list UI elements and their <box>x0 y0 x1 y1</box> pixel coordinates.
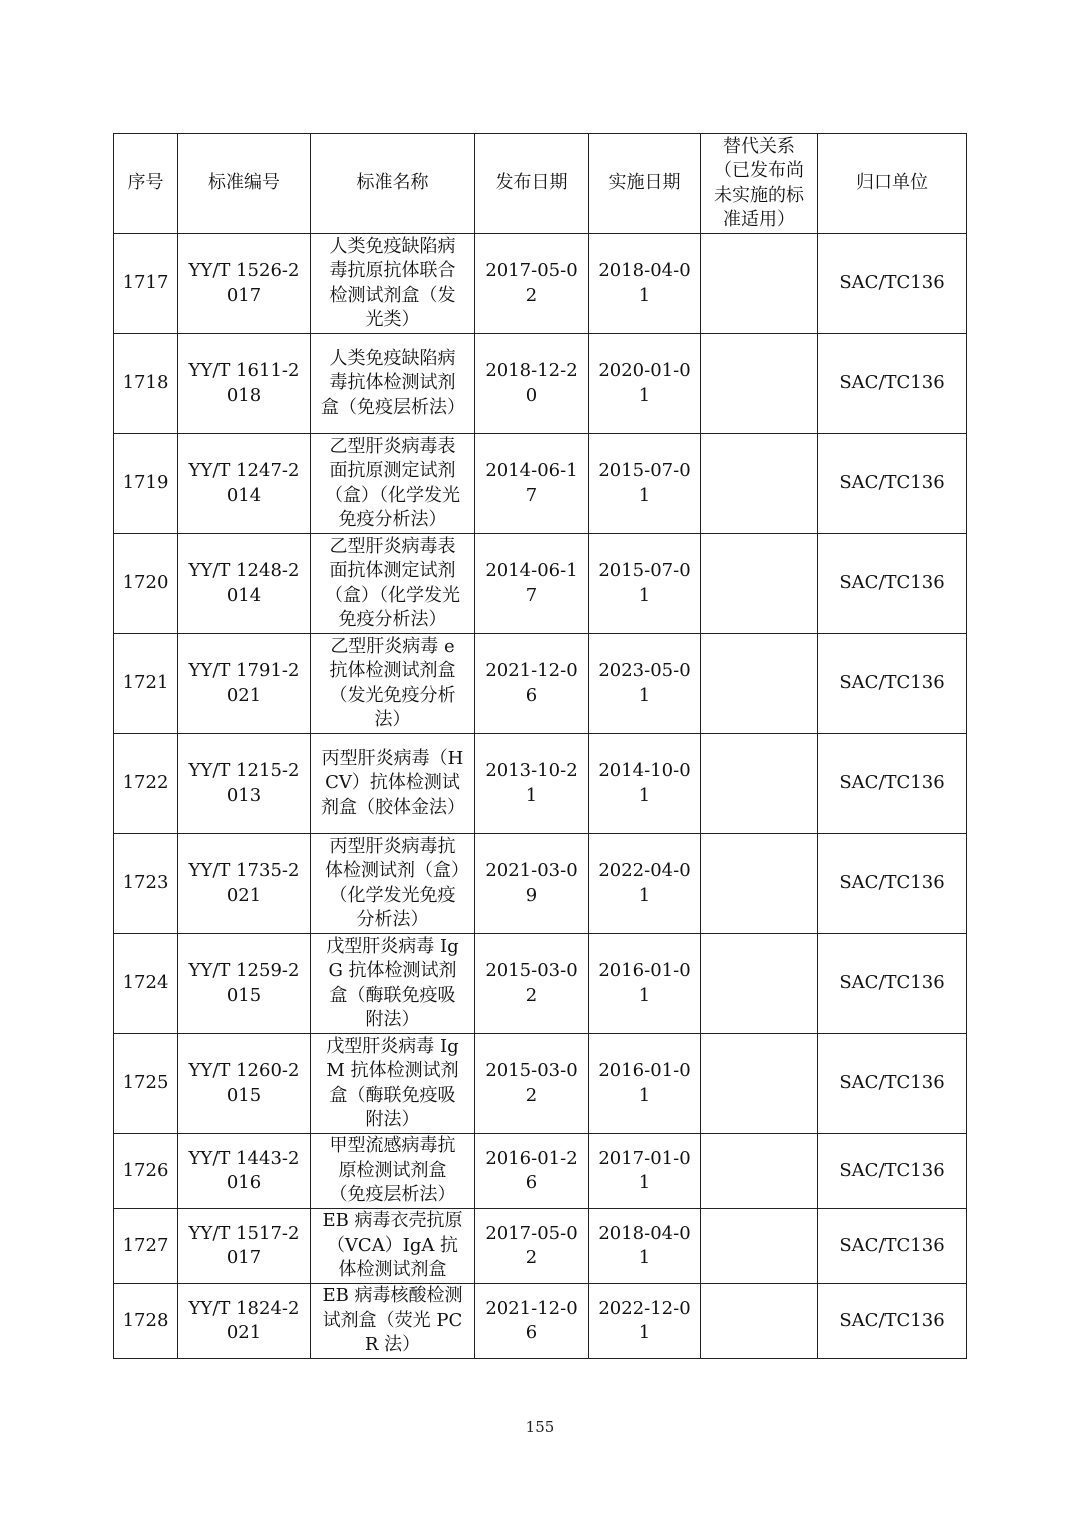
cell-effective-date: 2016-01-01 <box>589 934 701 1034</box>
cell-seq: 1719 <box>114 434 178 534</box>
cell-publish-date: 2014-06-17 <box>475 434 589 534</box>
cell-code: YY/T 1824-2021 <box>178 1284 311 1359</box>
cell-replacement <box>701 634 818 734</box>
cell-name: 乙型肝炎病毒 e 抗体检测试剂盒（发光免疫分析法） <box>311 634 475 734</box>
cell-seq: 1718 <box>114 334 178 434</box>
cell-unit: SAC/TC136 <box>818 734 967 834</box>
cell-seq: 1717 <box>114 234 178 334</box>
cell-publish-date: 2014-06-17 <box>475 534 589 634</box>
cell-code: YY/T 1735-2021 <box>178 834 311 934</box>
cell-effective-date: 2022-12-01 <box>589 1284 701 1359</box>
cell-seq: 1728 <box>114 1284 178 1359</box>
cell-effective-date: 2015-07-01 <box>589 534 701 634</box>
header-replacement: 替代关系（已发布尚未实施的标准适用） <box>701 134 818 234</box>
table-row <box>114 1034 967 1134</box>
cell-replacement <box>701 1134 818 1209</box>
cell-seq: 1720 <box>114 534 178 634</box>
cell-name: 丙型肝炎病毒抗体检测试剂（盒）（化学发光免疫分析法） <box>311 834 475 934</box>
cell-publish-date: 2021-12-06 <box>475 1284 589 1359</box>
cell-publish-date: 2015-03-02 <box>475 934 589 1034</box>
cell-publish-date: 2015-03-02 <box>475 1034 589 1134</box>
cell-unit: SAC/TC136 <box>818 1034 967 1134</box>
cell-unit: SAC/TC136 <box>818 534 967 634</box>
cell-seq: 1723 <box>114 834 178 934</box>
cell-replacement <box>701 1284 818 1359</box>
table-row <box>114 534 967 634</box>
cell-effective-date: 2017-01-01 <box>589 1134 701 1209</box>
cell-effective-date: 2018-04-01 <box>589 1209 701 1284</box>
cell-code: YY/T 1260-2015 <box>178 1034 311 1134</box>
table-row <box>114 634 967 734</box>
cell-seq: 1725 <box>114 1034 178 1134</box>
cell-code: YY/T 1526-2017 <box>178 234 311 334</box>
cell-replacement <box>701 534 818 634</box>
cell-code: YY/T 1443-2016 <box>178 1134 311 1209</box>
cell-effective-date: 2020-01-01 <box>589 334 701 434</box>
standards-table <box>113 133 967 1359</box>
table-row <box>114 734 967 834</box>
cell-seq: 1724 <box>114 934 178 1034</box>
cell-publish-date: 2013-10-21 <box>475 734 589 834</box>
cell-name: 戊型肝炎病毒 IgG 抗体检测试剂盒（酶联免疫吸附法） <box>311 934 475 1034</box>
cell-publish-date: 2018-12-20 <box>475 334 589 434</box>
cell-replacement <box>701 434 818 534</box>
cell-effective-date: 2023-05-01 <box>589 634 701 734</box>
cell-replacement <box>701 1209 818 1284</box>
cell-name: 人类免疫缺陷病毒抗体检测试剂盒（免疫层析法） <box>311 334 475 434</box>
cell-replacement <box>701 734 818 834</box>
cell-publish-date: 2017-05-02 <box>475 234 589 334</box>
cell-effective-date: 2015-07-01 <box>589 434 701 534</box>
cell-unit: SAC/TC136 <box>818 1209 967 1284</box>
cell-replacement <box>701 234 818 334</box>
table-row <box>114 834 967 934</box>
header-unit: 归口单位 <box>818 134 967 234</box>
header-publish-date: 发布日期 <box>475 134 589 234</box>
cell-replacement <box>701 934 818 1034</box>
table-row <box>114 1209 967 1284</box>
header-code: 标准编号 <box>178 134 311 234</box>
cell-name: 乙型肝炎病毒表面抗体测定试剂（盒）（化学发光免疫分析法） <box>311 534 475 634</box>
cell-code: YY/T 1259-2015 <box>178 934 311 1034</box>
table-header-row <box>114 134 967 234</box>
cell-unit: SAC/TC136 <box>818 434 967 534</box>
cell-seq: 1721 <box>114 634 178 734</box>
cell-code: YY/T 1215-2013 <box>178 734 311 834</box>
cell-seq: 1726 <box>114 1134 178 1209</box>
cell-effective-date: 2016-01-01 <box>589 1034 701 1134</box>
cell-seq: 1722 <box>114 734 178 834</box>
cell-name: 甲型流感病毒抗原检测试剂盒（免疫层析法） <box>311 1134 475 1209</box>
table-row <box>114 334 967 434</box>
cell-name: EB 病毒衣壳抗原（VCA）IgA 抗体检测试剂盒 <box>311 1209 475 1284</box>
header-effective-date: 实施日期 <box>589 134 701 234</box>
table-row <box>114 1284 967 1359</box>
cell-effective-date: 2022-04-01 <box>589 834 701 934</box>
page-number: 155 <box>525 1418 555 1436</box>
cell-seq: 1727 <box>114 1209 178 1284</box>
cell-unit: SAC/TC136 <box>818 934 967 1034</box>
cell-name: 人类免疫缺陷病毒抗原抗体联合检测试剂盒（发光类） <box>311 234 475 334</box>
cell-code: YY/T 1517-2017 <box>178 1209 311 1284</box>
cell-replacement <box>701 834 818 934</box>
cell-publish-date: 2017-05-02 <box>475 1209 589 1284</box>
cell-replacement <box>701 334 818 434</box>
cell-unit: SAC/TC136 <box>818 1284 967 1359</box>
cell-unit: SAC/TC136 <box>818 834 967 934</box>
cell-publish-date: 2021-03-09 <box>475 834 589 934</box>
header-name: 标准名称 <box>311 134 475 234</box>
table-row <box>114 934 967 1034</box>
cell-effective-date: 2018-04-01 <box>589 234 701 334</box>
table-row <box>114 234 967 334</box>
cell-name: EB 病毒核酸检测试剂盒（荧光 PCR 法） <box>311 1284 475 1359</box>
cell-replacement <box>701 1034 818 1134</box>
cell-name: 丙型肝炎病毒（HCV）抗体检测试剂盒（胶体金法） <box>311 734 475 834</box>
cell-code: YY/T 1248-2014 <box>178 534 311 634</box>
cell-unit: SAC/TC136 <box>818 1134 967 1209</box>
cell-name: 戊型肝炎病毒 IgM 抗体检测试剂盒（酶联免疫吸附法） <box>311 1034 475 1134</box>
cell-code: YY/T 1611-2018 <box>178 334 311 434</box>
cell-publish-date: 2016-01-26 <box>475 1134 589 1209</box>
table-row <box>114 1134 967 1209</box>
cell-code: YY/T 1791-2021 <box>178 634 311 734</box>
cell-unit: SAC/TC136 <box>818 334 967 434</box>
cell-effective-date: 2014-10-01 <box>589 734 701 834</box>
cell-publish-date: 2021-12-06 <box>475 634 589 734</box>
cell-unit: SAC/TC136 <box>818 634 967 734</box>
cell-code: YY/T 1247-2014 <box>178 434 311 534</box>
cell-name: 乙型肝炎病毒表面抗原测定试剂（盒）（化学发光免疫分析法） <box>311 434 475 534</box>
table-row <box>114 434 967 534</box>
cell-unit: SAC/TC136 <box>818 234 967 334</box>
header-seq: 序号 <box>114 134 178 234</box>
